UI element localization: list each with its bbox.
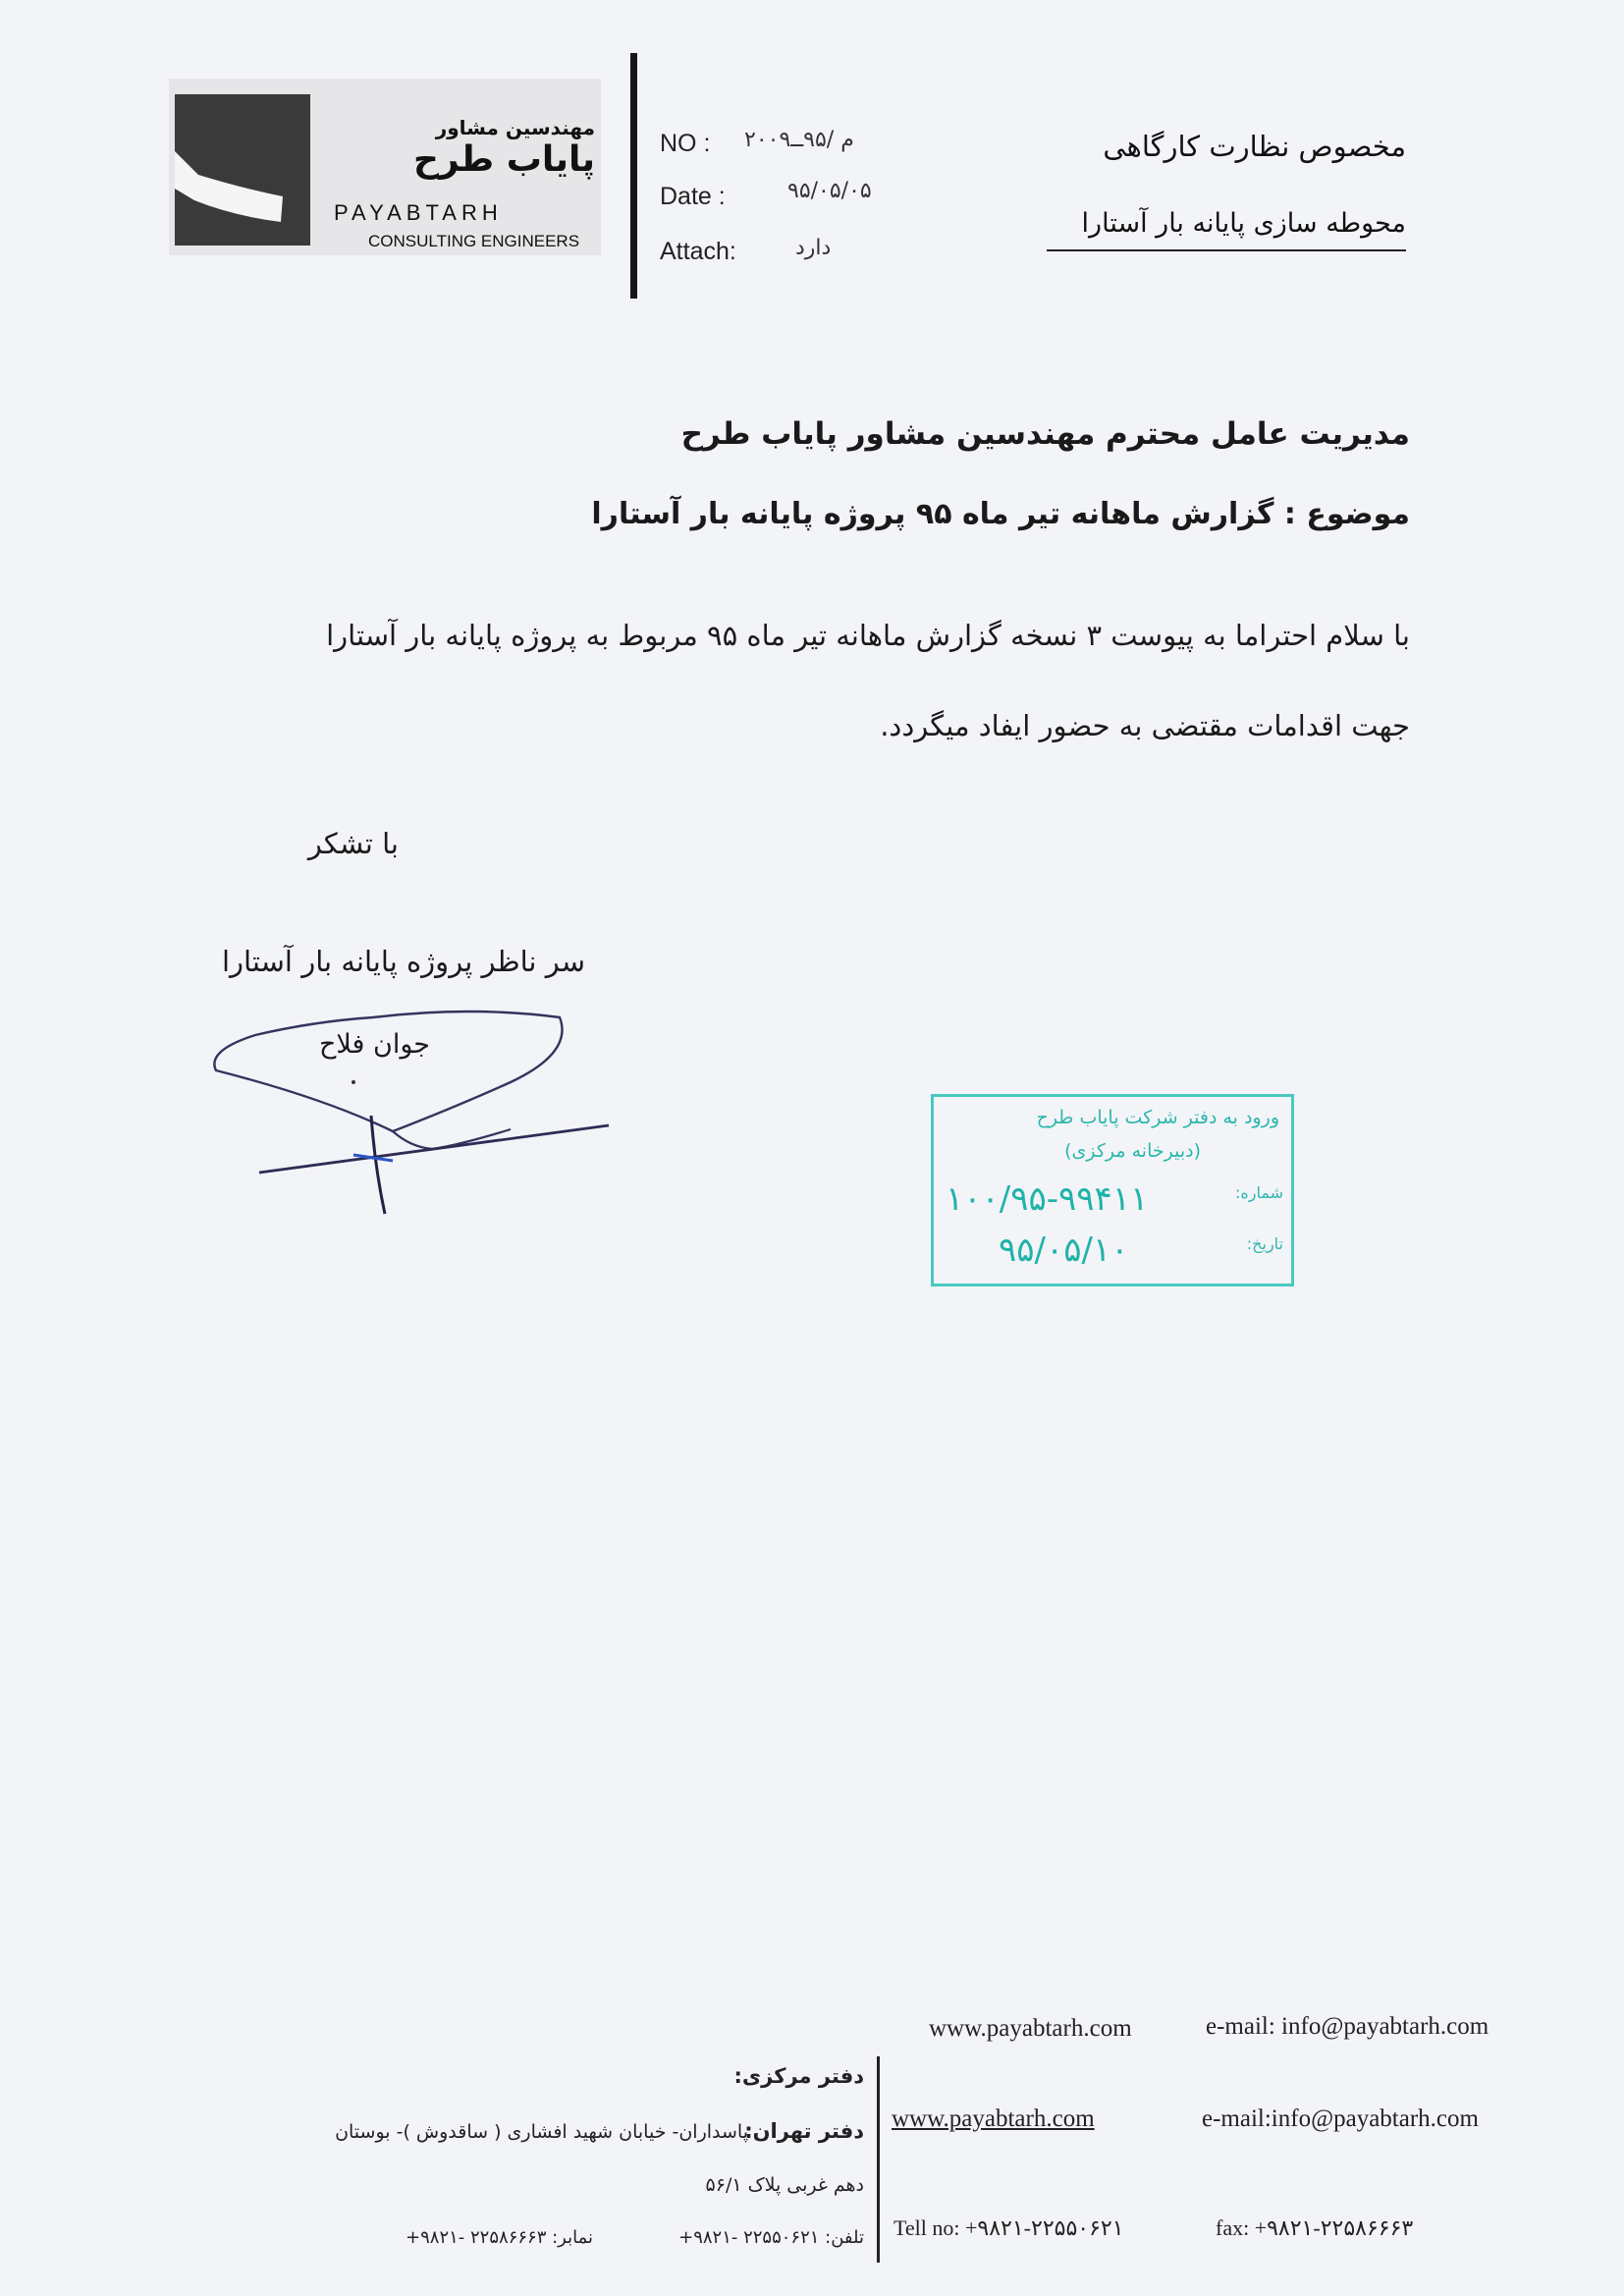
logo-subtitle-en: CONSULTING ENGINEERS	[368, 232, 580, 250]
header-divider	[630, 53, 637, 299]
tehran-office-label: دفتر تهران:	[744, 2119, 864, 2143]
letter-attach-value: دارد	[795, 236, 832, 260]
signer-name: جوان فلاح	[319, 1029, 430, 1060]
letter-number-value: م /۹۵ــ۲۰۰۹	[744, 128, 854, 152]
letter-number-label: NO :	[660, 130, 711, 157]
footer-website-top[interactable]: www.payabtarh.com	[929, 2015, 1132, 2042]
central-office-label: دفتر مرکزی:	[733, 2064, 864, 2088]
letter-body-line1: با سلام احتراما به پیوست ۳ نسخه گزارش ماهانه تیر ماه ۹۵ مربوط به پروژه پایانه بار آستارا	[326, 619, 1410, 652]
footer-phone-fa: تلفن: ۲۲۵۵۰۶۲۱ -۹۸۲۱+	[678, 2227, 864, 2248]
tehran-address-line1: پاسداران- خیابان شهید افشاری ( ساقدوش )- بوستان	[335, 2121, 748, 2143]
reception-stamp	[931, 1094, 1294, 1286]
tehran-address-line2: دهم غربی پلاک ۵۶/۱	[705, 2174, 864, 2196]
logo-name-fa-small: مهندسین مشاور	[435, 116, 595, 139]
logo-name-fa: پایاب طرح	[412, 139, 595, 180]
footer-email-top[interactable]: e-mail: info@payabtarh.com	[1206, 2013, 1489, 2040]
stamp-number-label: شماره:	[1234, 1183, 1283, 1202]
footer-fax-fa: نمابر: ۲۲۵۸۶۶۶۳ -۹۸۲۱+	[406, 2227, 593, 2248]
footer-website[interactable]: www.payabtarh.com	[892, 2105, 1095, 2132]
logo-name-en: PAYABTARH	[334, 200, 503, 225]
letter-date-label: Date :	[660, 183, 726, 210]
company-logo	[169, 79, 601, 255]
header-project: محوطه سازی پایانه بار آستارا	[1081, 208, 1406, 239]
letter-subject: موضوع : گزارش ماهانه تیر ماه ۹۵ پروژه پایانه بار آستارا	[591, 497, 1410, 531]
stamp-date-label: تاریخ:	[1246, 1234, 1283, 1253]
stamp-date-value: ۹۵/۰۵/۱۰	[999, 1230, 1129, 1270]
letter-attach-label: Attach:	[660, 238, 736, 265]
letter-closing: با تشکر	[307, 827, 399, 860]
footer-tel: Tell no: +۹۸۲۱-۲۲۵۵۰۶۲۱	[893, 2215, 1124, 2240]
footer-fax: fax: +۹۸۲۱-۲۲۵۸۶۶۶۳	[1216, 2215, 1414, 2240]
stamp-number-value: ۱۰۰/۹۵-۹۹۴۱۱	[946, 1179, 1149, 1219]
letter-recipient: مدیریت عامل محترم مهندسین مشاور پایاب طرح	[680, 416, 1410, 452]
signature-icon	[196, 992, 619, 1228]
header-underline	[1047, 249, 1406, 251]
logo-mark-icon	[175, 94, 310, 246]
letter-body-line2: جهت اقدامات مقتضی به حضور ایفاد میگردد.	[880, 709, 1410, 742]
footer-divider	[877, 2056, 880, 2263]
footer-email[interactable]: e-mail:info@payabtarh.com	[1202, 2105, 1479, 2132]
stamp-line2: (دبیرخانه مرکزی)	[1064, 1140, 1201, 1162]
stamp-line1: ورود به دفتر شرکت پایاب طرح	[1036, 1107, 1279, 1128]
signer-title: سر ناظر پروژه پایانه بار آستارا	[221, 945, 585, 978]
header-department: مخصوص نظارت کارگاهی	[1103, 130, 1406, 163]
letter-date-value: ۹۵/۰۵/۰۵	[787, 179, 872, 203]
